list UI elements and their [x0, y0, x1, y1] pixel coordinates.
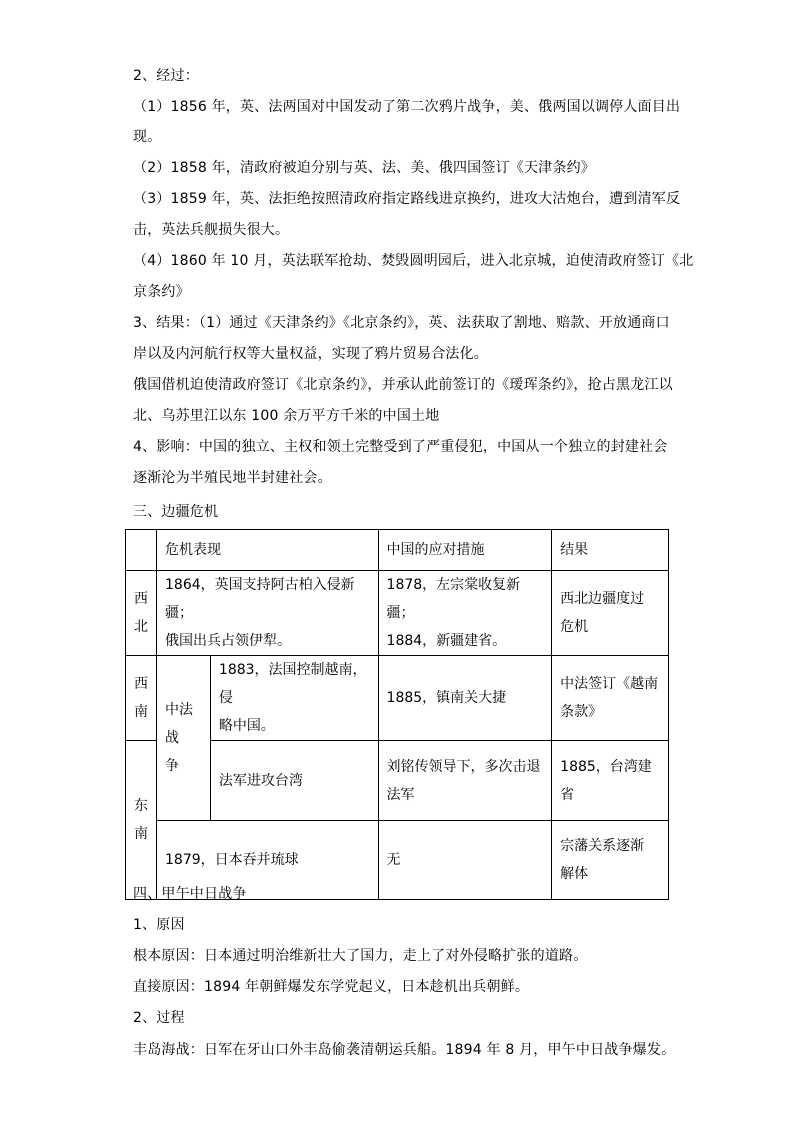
- crisis-cell: 1864，英国支持阿古柏入侵新疆； 俄国出兵占领伊犁。: [157, 571, 379, 656]
- crisis-cell: 1883，法国控制越南，侵 略中国。: [210, 656, 378, 741]
- table-header-cell: 中国的应对措施: [378, 530, 552, 571]
- sino-french-war-cell: 中法战 争: [157, 656, 211, 821]
- text-line: 2、经过：: [133, 68, 199, 84]
- crisis-cell: 1879，日本吞并琉球: [157, 821, 379, 900]
- response-cell: 1885，镇南关大捷: [378, 656, 552, 741]
- border-crisis-table: [125, 529, 669, 900]
- result-cell: 1885，台湾建省: [552, 741, 669, 821]
- text-line: （1）1856 年，英、法两国对中国发动了第二次鸦片战争，美、俄两国以调停人面目出: [133, 99, 681, 115]
- response-cell: 1878，左宗棠收复新疆； 1884，新疆建省。: [378, 571, 552, 656]
- text-line: 根本原因：日本通过明治维新壮大了国力，走上了对外侵略扩张的道路。: [133, 948, 588, 964]
- table-row: [126, 656, 669, 741]
- text-line: 4、影响：中国的独立、主权和领土完整受到了严重侵犯，中国从一个独立的封建社会: [133, 439, 668, 455]
- text-line: 丰岛海战：日军在牙山口外丰岛偷袭清朝运兵船。1894 年 8 月，甲午中日战争爆发。: [133, 1042, 676, 1058]
- result-cell: 宗藩关系逐渐 解体: [552, 821, 669, 900]
- response-cell: 无: [378, 821, 552, 900]
- text-line: （2）1858 年，清政府被迫分别与英、法、美、俄四国签订《天津条约》: [133, 160, 595, 176]
- result-cell: 中法签订《越南 条款》: [552, 656, 669, 741]
- table-header-cell: 结果: [552, 530, 669, 571]
- region-cell: 西 南: [126, 656, 157, 741]
- text-line: （4）1860 年 10 月，英法联军抢劫、焚毁圆明园后，进入北京城，迫使清政府签订《北: [133, 253, 694, 269]
- text-line: 北、乌苏里江以东 100 余万平方千米的中国土地: [133, 408, 440, 424]
- text-line: （3）1859 年，英、法拒绝按照清政府指定路线进京换约，进攻大沽炮台，遭到清军反: [133, 191, 681, 207]
- crisis-cell: 法军进攻台湾: [210, 741, 378, 821]
- table-header-row: [126, 530, 669, 571]
- result-cell: 西北边疆度过 危机: [552, 571, 669, 656]
- table-header-cell: 危机表现: [157, 530, 379, 571]
- region-cell: 西 北: [126, 571, 157, 656]
- text-line: 现。: [133, 129, 162, 145]
- region-cell: 东 南: [126, 741, 157, 900]
- text-line: 岸以及内河航行权等大量权益，实现了鸦片贸易合法化。: [133, 346, 488, 362]
- section-heading: 三、边疆危机: [133, 504, 219, 520]
- text-line: 2、过程: [133, 1010, 185, 1026]
- text-line: 直接原因：1894 年朝鲜爆发东学党起义，日本趁机出兵朝鲜。: [133, 979, 530, 995]
- text-line: 逐渐沦为半殖民地半封建社会。: [133, 470, 332, 486]
- table-header-cell-empty: [126, 530, 157, 571]
- text-line: 京条约》: [133, 284, 190, 300]
- text-line: 俄国借机迫使清政府签订《北京条约》，并承认此前签订的《瑷珲条约》，抢占黑龙江以: [133, 377, 673, 393]
- text-line: 1、原因: [133, 917, 185, 933]
- text-line: 3、结果：（1）通过《天津条约》《北京条约》，英、法获取了割地、赔款、开放通商口: [133, 315, 670, 331]
- table-row: [126, 571, 669, 656]
- text-line: 击，英法兵舰损失很大。: [133, 222, 290, 238]
- response-cell: 刘铭传领导下，多次击退 法军: [378, 741, 552, 821]
- section-heading: 四、甲午中日战争: [133, 886, 247, 902]
